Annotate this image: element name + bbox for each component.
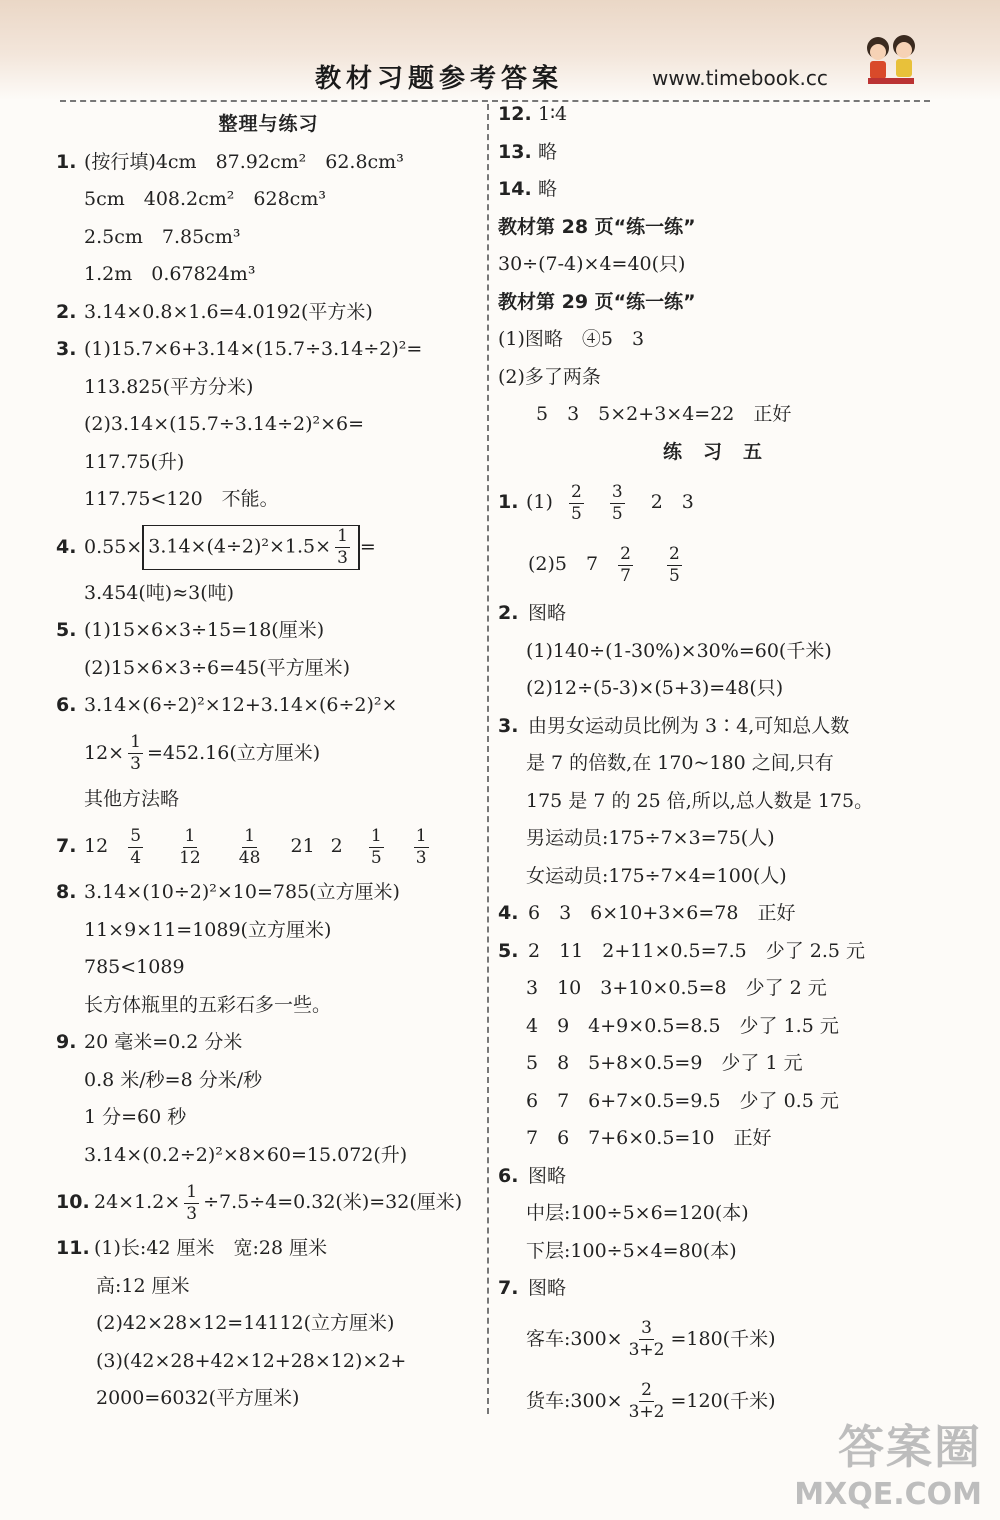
answer-7: 7. 12 $\frac{5}{4}$ $\frac{1}{12}$ $\frac{1}{48}$ 21 2 $\frac{1}{5}$ $\frac{1}{3}$ bbox=[56, 825, 427, 868]
exercise-4: 4. 6 3 6×10+3×6=78 正好 bbox=[498, 902, 796, 924]
answer-line: 6 7 6+7×0.5=9.5 少了 0.5 元 bbox=[526, 1089, 839, 1112]
answer-line: 5 3 5×2+3×4=22 正好 bbox=[536, 403, 792, 425]
answer-line: 是 7 的倍数,在 170~180 之间,只有 bbox=[526, 752, 834, 774]
fraction: $\frac{1}{3}$ bbox=[337, 526, 348, 568]
answer-line: 3.14×(0.2÷2)²×8×60=15.072(升) bbox=[84, 1143, 408, 1166]
answer-line: (1)140÷(1-30%)×30%=60(千米) bbox=[526, 639, 832, 662]
answer-line: (2)3.14×(15.7÷3.14÷2)²×6= bbox=[84, 413, 365, 435]
answer-line: 下层:100÷5×4=80(本) bbox=[526, 1239, 737, 1262]
answer-line: 117.75(升) bbox=[84, 450, 185, 473]
answer-line: (2)12÷(5-3)×(5+3)=48(只) bbox=[526, 677, 784, 699]
exercise-7: 7. 图略 bbox=[498, 1277, 567, 1299]
answer-line: 175 是 7 的 25 倍,所以,总人数是 175。 bbox=[526, 789, 874, 812]
square-bracket: 3.14×(4÷2)²×1.5× $\frac{1}{3}$ bbox=[142, 525, 360, 570]
left-column bbox=[56, 106, 481, 1418]
answer-line: 7 6 7+6×0.5=10 正好 bbox=[526, 1127, 772, 1149]
page-title: 教材习题参考答案 bbox=[315, 64, 564, 94]
answer-line: 12× $\frac{1}{3}$ =452.16(立方厘米) bbox=[84, 732, 321, 774]
subsection-title: 教材第 29 页“练一练” bbox=[498, 290, 696, 313]
answer-line: 0.8 米/秒=8 分米/秒 bbox=[84, 1068, 263, 1091]
watermark: 答案圈 MXQE.COM bbox=[794, 1420, 982, 1512]
answer-line: 女运动员:175÷7×4=100(人) bbox=[526, 864, 787, 887]
header-url: www.timebook.cc bbox=[652, 66, 828, 90]
answer-line: 4 9 4+9×0.5=8.5 少了 1.5 元 bbox=[526, 1014, 839, 1037]
answer-14: 14. 略 bbox=[498, 178, 558, 200]
answer-line: 5 8 5+8×0.5=9 少了 1 元 bbox=[526, 1052, 803, 1074]
subsection-title: 教材第 28 页“练一练” bbox=[498, 215, 696, 238]
answer-line: (2)42×28×12=14112(立方厘米) bbox=[96, 1312, 395, 1334]
exercise-6: 6. 图略 bbox=[498, 1164, 567, 1187]
answer-line: 785<1089 bbox=[84, 956, 185, 978]
answer-line: 高:12 厘米 bbox=[96, 1274, 190, 1297]
answer-line: 男运动员:175÷7×3=75(人) bbox=[526, 827, 775, 849]
answer-line: 5cm 408.2cm² 628cm³ bbox=[84, 188, 326, 210]
column-divider bbox=[487, 104, 489, 1414]
answer-line: 其他方法略 bbox=[84, 787, 180, 810]
answer-13: 13. 略 bbox=[498, 140, 558, 163]
answer-line: 1 分=60 秒 bbox=[84, 1106, 187, 1128]
answer-3: 3. (1)15.7×6+3.14×(15.7÷3.14÷2)²= bbox=[56, 338, 423, 360]
answer-5: 5. (1)15×6×3÷15=18(厘米) bbox=[56, 619, 325, 641]
answer-line: (3)(42×28+42×12+28×12)×2+ bbox=[96, 1349, 407, 1372]
answer-line: 113.825(平方分米) bbox=[84, 375, 254, 398]
answer-line: (1)图略 ④5 3 bbox=[498, 328, 645, 350]
answer-line: 11×9×11=1089(立方厘米) bbox=[84, 918, 332, 941]
right-column bbox=[498, 103, 928, 1432]
answer-1: 1. (按行填)4cm 87.92cm² 62.8cm³ bbox=[56, 150, 404, 173]
answer-line: 货车:300× $\frac{2}{3+2}$ =120(千米) bbox=[526, 1380, 776, 1422]
answer-line: 3.454(吨)≈3(吨) bbox=[84, 581, 235, 604]
fraction: $\frac{1}{3}$ bbox=[130, 732, 141, 774]
answer-line: (2)5 7 $\frac{2}{7}$ $\frac{2}{5}$ bbox=[528, 543, 680, 586]
answer-9: 9. 20 毫米=0.2 分米 bbox=[56, 1031, 243, 1053]
mascot-icon bbox=[856, 28, 924, 96]
answer-2: 2. 3.14×0.8×1.6=4.0192(平方米) bbox=[56, 300, 373, 323]
exercise-3: 3. 由男女运动员比例为 3∶4,可知总人数 bbox=[498, 714, 850, 737]
answer-line: (2)15×6×3÷6=45(平方厘米) bbox=[84, 656, 351, 679]
answer-line: 3 10 3+10×0.5=8 少了 2 元 bbox=[526, 977, 827, 999]
answer-line: 客车:300× $\frac{3}{3+2}$ =180(千米) bbox=[526, 1318, 776, 1360]
answer-line: 中层:100÷5×6=120(本) bbox=[526, 1202, 749, 1224]
answer-8: 8. 3.14×(10÷2)²×10=785(立方厘米) bbox=[56, 881, 400, 903]
exercise-2: 2. 图略 bbox=[498, 602, 567, 624]
answer-10: 10. 24×1.2× $\frac{1}{3}$ ÷7.5÷4=0.32(米)=32(厘米) bbox=[56, 1181, 463, 1224]
answer-11: 11. (1)长:42 厘米 宽:28 厘米 bbox=[56, 1237, 328, 1259]
answer-line: 2000=6032(平方厘米) bbox=[96, 1387, 300, 1409]
answer-6: 6. 3.14×(6÷2)²×12+3.14×(6÷2)²× bbox=[56, 694, 398, 716]
answer-line: (2)多了两条 bbox=[498, 365, 601, 388]
exercise-5: 5. 2 11 2+11×0.5=7.5 少了 2.5 元 bbox=[498, 939, 866, 962]
answer-line: 30÷(7-4)×4=40(只) bbox=[498, 253, 686, 275]
answer-12: 12. 1∶4 bbox=[498, 103, 568, 125]
answer-line: 1.2m 0.67824m³ bbox=[84, 263, 256, 285]
exercise-1: 1. (1) $\frac{2}{5}$ $\frac{3}{5}$ 2 3 bbox=[498, 481, 694, 524]
answer-4: 4. 0.55× 3.14×(4÷2)²×1.5× $\frac{1}{3}$ = bbox=[56, 526, 376, 568]
section-heading: 练 习 五 bbox=[662, 440, 763, 463]
answer-line: 117.75<120 不能。 bbox=[84, 488, 279, 510]
section-heading: 整理与练习 bbox=[218, 113, 319, 135]
answer-line: 2.5cm 7.85cm³ bbox=[84, 225, 241, 248]
answer-line: 长方体瓶里的五彩石多一些。 bbox=[84, 993, 332, 1016]
